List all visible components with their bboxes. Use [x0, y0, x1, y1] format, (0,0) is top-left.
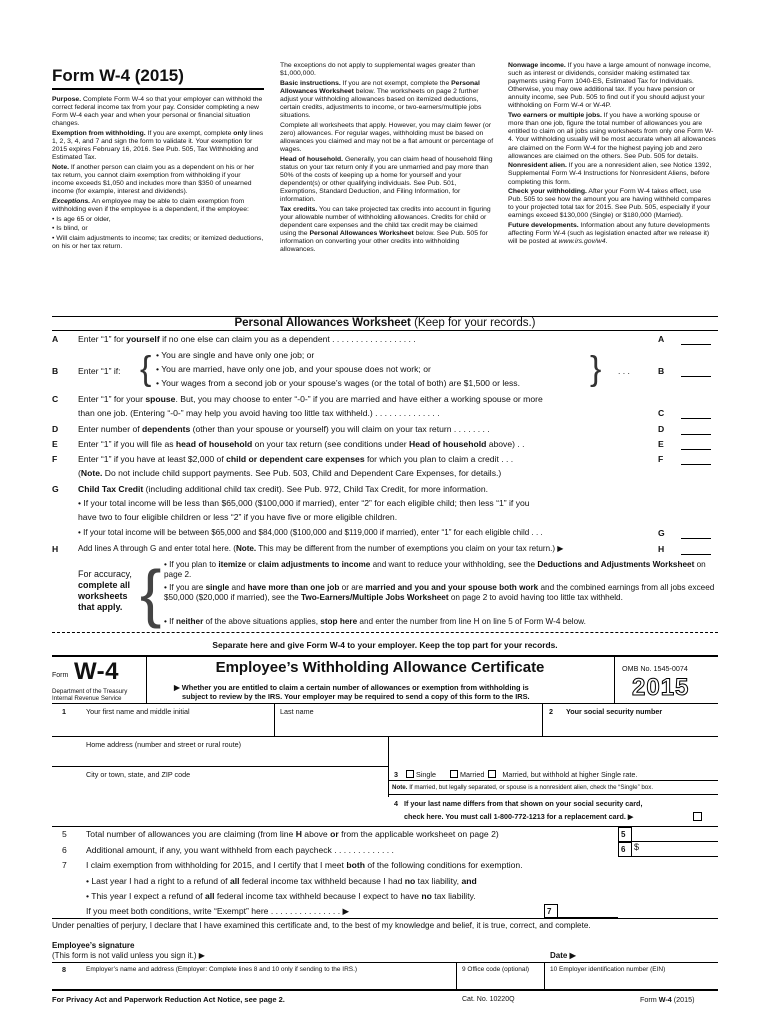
line-b-option-1: • You are single and have only one job; or	[156, 350, 315, 360]
line-h-answer[interactable]	[681, 545, 711, 555]
line-g-text-4: • If your total income will be between $65,000 and $84,000 ($100,000 and $119,000 if married), enter “1” for each eligible child . . .	[78, 528, 543, 537]
line-a-answer[interactable]	[681, 335, 711, 345]
cert-subtitle: ▶ Whether you are entitled to claim a certain number of allowances or exemption from withholding is subject to review by the IRS. Your employer may be required to send a copy of this form to the IRS.	[174, 683, 530, 701]
line-a-text: Enter “1” for yourself if no one else can claim you as a dependent . . . . . . . . . . . . . . . . . .	[78, 334, 416, 344]
signature-note: (This form is not valid unless you sign it.) ▶	[52, 951, 205, 960]
instructions-column-2	[280, 62, 494, 256]
department: Department of the Treasury Internal Revenue Service	[52, 688, 128, 703]
ein-label: 10 Employer identification number (EIN)	[550, 966, 666, 973]
line-c-answer[interactable]	[681, 409, 711, 419]
line-7a-text: • Last year I had a right to a refund of all federal income tax withheld because I had no tax liability, and	[86, 876, 477, 886]
line-c-text-1: Enter “1” for your spouse. But, you may choose to enter “-0-” if you are married and have either a working spouse or more	[78, 394, 543, 404]
line-7b-text: • This year I expect a refund of all federal income tax withheld because I expect to have no tax liability.	[86, 891, 476, 901]
signature-label: Employee’s signature	[52, 941, 135, 950]
instruction-paragraph: Nonwage income. If you have a large amount of nonwage income, such as interest or dividends, consider making estimated tax payments using Form 1040-ES, Estimated Tax for Individuals. Otherwise, you may owe additional tax. If you have pension or annuity income, see Pub. 505 to find out if you should adjust your withholding on Form W-4 or W-4P.	[508, 62, 711, 110]
row2-bottom-rule	[52, 766, 388, 767]
instruction-paragraph: • Will claim adjustments to income; tax credits; or itemized deductions, on his or her tax return.	[52, 235, 264, 251]
line-e-answer[interactable]	[681, 440, 711, 450]
line-e-text: Enter “1” if you will file as head of household on your tax return (see conditions under Head of household above) . .	[78, 439, 525, 449]
form-bottom-rule	[52, 989, 718, 991]
ssn-input[interactable]	[548, 717, 716, 735]
privacy-notice: For Privacy Act and Paperwork Reduction Act Notice, see page 2.	[52, 995, 285, 1004]
instruction-paragraph: Exemption from withholding. If you are exempt, complete only lines 1, 2, 3, 4, and 7 and sign the form to validate it. Your exemption for 2015 expires February 16, 2016. See Pub. 505, Tax Withholding and Estimated Tax.	[52, 129, 264, 162]
last-name-input[interactable]	[280, 717, 542, 735]
line-f-text-1: Enter “1” if you have at least $2,000 of child or dependent care expenses for which you plan to claim a credit . . .	[78, 454, 514, 464]
instruction-paragraph: Nonresident alien. If you are a nonresident alien, see Notice 1392, Supplemental Form W-4 Instructions for Nonresident Aliens, before completing this form.	[508, 162, 712, 186]
accuracy-item-1: • If you plan to itemize or claim adjustments to income and want to reduce your withholding, see the Deductions and Adjustments Worksheet on page 2.	[164, 560, 706, 579]
single-checkbox[interactable]	[406, 770, 414, 778]
instructions-column-3	[508, 62, 716, 248]
row8-divider-2	[544, 963, 545, 989]
filing-status-note: Note. If married, but legally separated, or spouse is a nonresident alien, check the “Single” box.	[392, 784, 654, 791]
separator-text: Separate here and give Form W-4 to your employer. Keep the top part for your records.	[212, 640, 558, 650]
line-h-text: Add lines A through G and enter total here. (Note. This may be different from the number of exemptions you claim on your tax return.) ▶	[78, 544, 564, 553]
instruction-paragraph: Two earners or multiple jobs. If you have a working spouse or more than one job, figure the total number of allowances you are entitled to claim on all jobs using worksheets from only one Form W-4. Your withholding usually will be most accurate when all allowances are claimed on the Form W-4 for the highest paying job and zero allowances are claimed on the others. See Pub. 505 for details.	[508, 112, 716, 160]
worksheet-title-rule	[52, 330, 718, 331]
city-input[interactable]	[86, 782, 386, 796]
instruction-paragraph: Exceptions. An employee may be able to claim exemption from withholding even if the employee is a dependent, if the employee:	[52, 197, 249, 213]
line-f-text-2: (Note. Do not include child support payments. See Pub. 503, Child and Dependent Care Expenses, for details.)	[78, 468, 502, 478]
instruction-paragraph: The exceptions do not apply to supplemental wages greater than $1,000,000.	[280, 62, 475, 78]
ssn-label: Your social security number	[566, 707, 663, 716]
row3-rule	[388, 794, 718, 795]
employer-name-label: Employer’s name and address (Employer: Complete lines 8 and 10 only if sending to the IRS.)	[86, 966, 358, 973]
instruction-paragraph: Purpose. Complete Form W-4 so that your employer can withhold the correct federal income tax from your pay. Consider completing a new Form W-4 each year and when your personal or financial situation changes.	[52, 96, 263, 128]
omb-number: OMB No. 1545-0074	[622, 664, 688, 673]
title-underline	[52, 88, 264, 90]
row8-divider	[456, 963, 457, 989]
date-label: Date ▶	[550, 951, 576, 960]
line-7c-text: If you meet both conditions, write “Exempt” here . . . . . . . . . . . . . . . ▶	[86, 906, 350, 916]
worksheet-title: Personal Allowances Worksheet (Keep for your records.)	[234, 317, 536, 329]
instruction-paragraph: • Is age 65 or older,	[52, 215, 111, 223]
name-differs-checkbox[interactable]	[693, 812, 702, 821]
married-checkbox[interactable]	[450, 770, 458, 778]
home-address-input[interactable]	[86, 752, 386, 766]
cert-form-name: W-4	[74, 658, 120, 685]
last-name-label: Last name	[280, 707, 314, 716]
instruction-paragraph: Complete all worksheets that apply. However, you may claim fewer (or zero) allowances. For regular wages, withholding must be based on allowances you claimed and may not be a flat amount or percentage of wages.	[280, 121, 494, 154]
instruction-paragraph: • Is blind, or	[52, 225, 88, 233]
line-5-text: Total number of allowances you are claiming (from line H above or from the applicable worksheet on page 2)	[86, 829, 499, 839]
footer-form-name: Form W-4 (2015)	[640, 995, 695, 1004]
line-7-text: I claim exemption from withholding for 2015, and I certify that I meet both of the following conditions for exemption.	[86, 860, 523, 870]
form-title: Form W-4 (2015)	[52, 66, 184, 85]
row1-divider-2	[542, 704, 543, 736]
line-d-answer[interactable]	[681, 425, 711, 435]
instruction-paragraph: Tax credits. You can take projected tax credits into account in figuring your allowable number of withholding allowances. Credits for child or dependent care expenses and the child tax credit may be claimed using the Personal Allowances Worksheet below. See Pub. 505 for information on converting your other credits into withholding allowances.	[280, 205, 491, 254]
line-b-lead: Enter “1” if:	[78, 366, 121, 376]
cert-top-rule	[52, 655, 718, 657]
accuracy-item-3: • If neither of the above situations applies, stop here and enter the number from line H on line 5 of Form W-4 below.	[164, 617, 586, 626]
row1-divider	[274, 704, 275, 736]
line-g-answer[interactable]	[681, 529, 711, 539]
line-b-option-3: • Your wages from a second job or your spouse’s wages (or the total of both) are $1,500 or less.	[156, 378, 520, 388]
home-address-label: Home address (number and street or rural route)	[86, 740, 241, 749]
line-g-text-2: • If your total income will be less than $65,000 ($100,000 if married), enter “2” for each eligible child; then less “1” if you	[78, 498, 530, 508]
catalog-number: Cat. No. 10220Q	[462, 996, 515, 1003]
married-higher-checkbox[interactable]	[488, 770, 496, 778]
line7-bottom-rule	[52, 918, 718, 919]
line-b-option-2: • You are married, have only one job, and your spouse does not work; or	[156, 364, 431, 374]
instruction-paragraph: Future developments. Information about any future developments affecting Form W-4 (such as legislation enacted after we release it) will be posted at www.irs.gov/w4.	[508, 222, 710, 246]
signature-input[interactable]	[240, 946, 540, 960]
line-d-text: Enter number of dependents (other than your spouse or yourself) you will claim on your tax return . . . . . . . .	[78, 424, 490, 434]
office-code-label: 9 Office code (optional)	[462, 966, 530, 973]
name-differs-text-2: check here. You must call 1-800-772-1213 for a replacement card. ▶	[404, 812, 634, 821]
line-6-text: Additional amount, if any, you want withheld from each paycheck . . . . . . . . . . . . .	[86, 845, 394, 855]
name-differs-text-1: If your last name differs from that shown on your social security card,	[404, 799, 643, 808]
line-5-input[interactable]	[632, 827, 718, 842]
perjury-statement: Under penalties of perjury, I declare that I have examined this certificate and, to the best of my knowledge and belief, it is true, correct, and complete.	[52, 921, 591, 930]
city-label: City or town, state, and ZIP code	[86, 770, 191, 779]
first-name-input[interactable]	[86, 717, 274, 735]
filing-status: Single Married Married, but withhold at higher Single rate.	[404, 770, 637, 779]
form-word: Form	[52, 672, 69, 679]
cert-title: Employee’s Withholding Allowance Certificate	[215, 659, 545, 676]
date-input[interactable]	[590, 946, 716, 960]
header-bottom-rule	[52, 703, 718, 704]
line-c-text-2: than one job. (Entering “-0-” may help you avoid having too little tax withheld.) . . . . . . . . . . . . . .	[78, 408, 440, 418]
line-g-text-3: have two to four eligible children or less “2” if you have five or more eligible children.	[78, 512, 398, 522]
instruction-paragraph: Head of household. Generally, you can claim head of household filing status on your tax return only if you are unmarried and pay more than 50% of the costs of keeping up a home for yourself and your dependent(s) or other qualifying individuals. See Pub. 501, Exemptions, Standard Deduction, and Filing Information, for information.	[280, 155, 493, 204]
line-b-answer[interactable]	[681, 367, 711, 377]
instruction-paragraph: Basic instructions. If you are not exempt, complete the Personal Allowances Worksheet below. The worksheets on page 2 further adjust your withholding allowances based on itemized deductions, certain credits, adjustments to income, or two-earners/multiple jobs situations.	[280, 79, 482, 120]
instruction-paragraph: Note. If another person can claim you as a dependent on his or her tax return, you cannot claim exemption from withholding if your income exceeds $1,050 and includes more than $350 of unearned income (for example, interest and dividends).	[52, 163, 255, 196]
cert-year: 2015	[632, 674, 690, 701]
accuracy-label: For accuracy, complete all worksheets that apply.	[78, 569, 132, 612]
accuracy-item-2: • If you are single and have more than one job or are married and you and your spouse both work and the combined earnings from all jobs exceed $50,000 ($20,000 if married), see the Two-Earners/Multiple Jobs Worksheet on page 2 to avoid having too little tax withheld.	[164, 583, 715, 602]
row2-divider	[388, 737, 389, 797]
line-7-input[interactable]	[558, 904, 618, 918]
instruction-paragraph: Check your withholding. After your Form W-4 takes effect, use Pub. 505 to see how the amount you are having withheld compares to your projected total tax for 2015. See Pub. 505, especially if your earnings exceed $130,000 (Single) or $180,000 (Married).	[508, 188, 711, 220]
line-g-text-1: Child Tax Credit (including additional child tax credit). See Pub. 972, Child Tax Credit, for more information.	[78, 484, 488, 494]
line-6-input[interactable]: $	[632, 842, 718, 857]
row1-bottom-rule	[52, 736, 718, 737]
cut-line	[52, 632, 718, 633]
first-name-label: Your first name and middle initial	[86, 707, 190, 716]
header-divider-right	[614, 657, 615, 703]
line-f-answer[interactable]	[681, 455, 711, 465]
signature-bottom-rule	[52, 962, 718, 963]
instructions-column-1	[52, 96, 264, 253]
